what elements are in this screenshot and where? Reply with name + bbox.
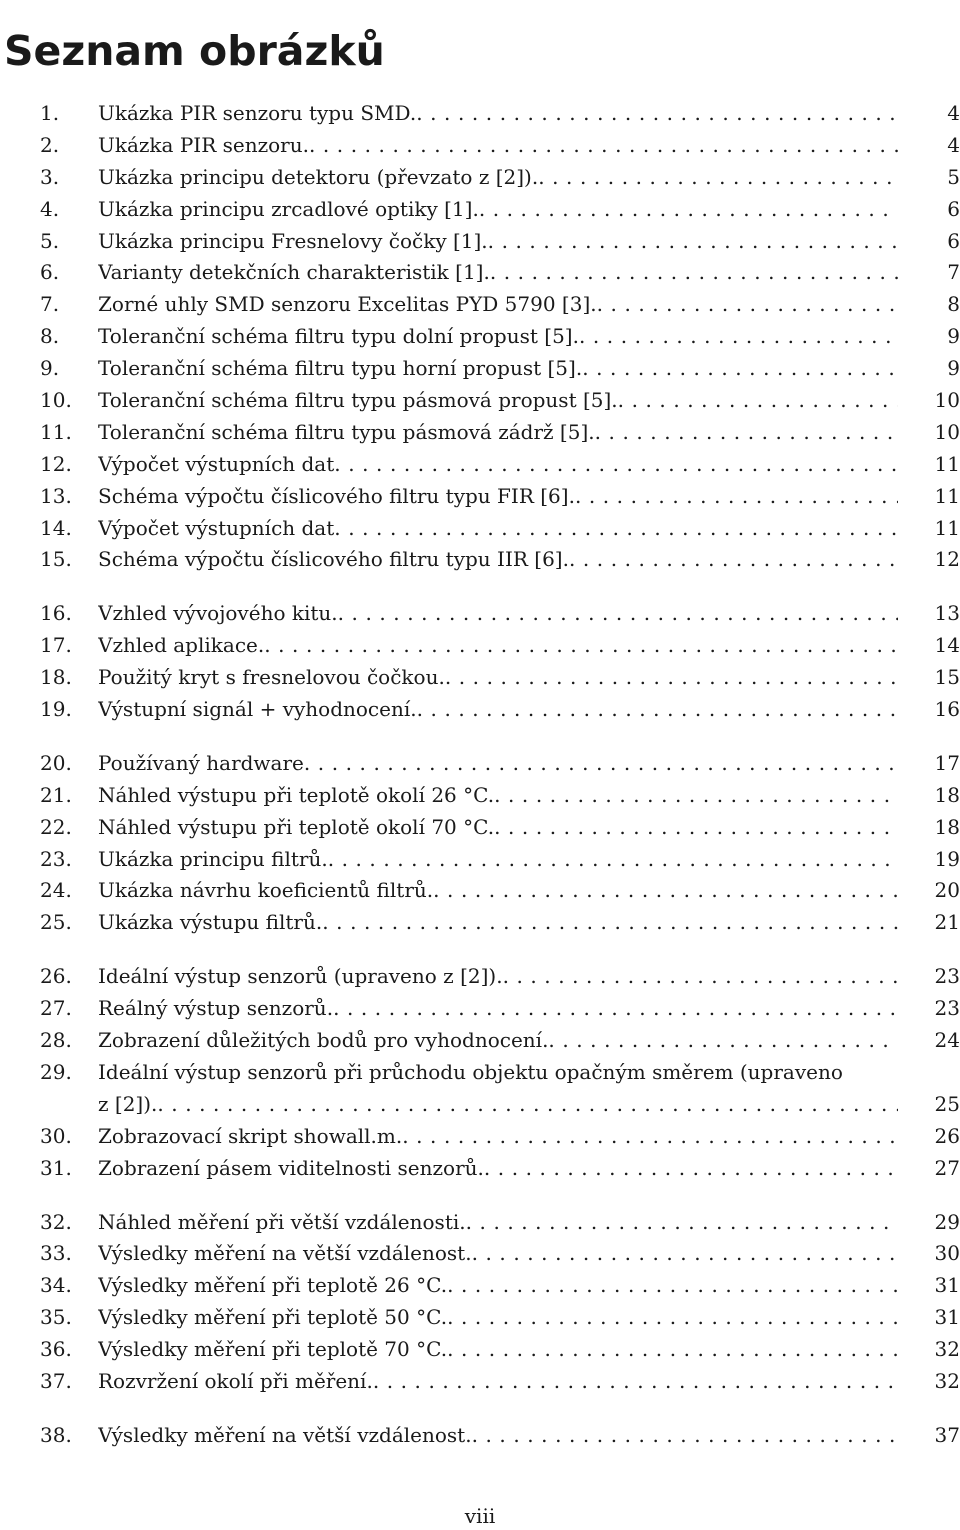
figure-caption: Rozvržení okolí při měření. (98, 1368, 373, 1393)
figure-caption: Ideální výstup senzorů (upraveno z [2]). (98, 964, 503, 989)
figure-number: 13. (40, 483, 72, 508)
figure-number: 10. (40, 388, 72, 413)
figure-caption: Výpočet výstupních dat (98, 515, 335, 540)
figure-caption: Výsledky měření při teplotě 26 °C. (98, 1273, 448, 1298)
figure-caption: Ukázka výstupu filtrů. (98, 910, 323, 935)
figure-caption: Výsledky měření při teplotě 70 °C. (98, 1337, 448, 1362)
page-number: 9 (947, 356, 960, 381)
page-number: 11 (934, 483, 960, 508)
figure-caption: Schéma výpočtu číslicového filtru typu IIR [6]. (98, 547, 569, 572)
toc-entry[interactable] (0, 694, 960, 726)
figure-caption: Reálný výstup senzorů. (98, 996, 334, 1021)
toc-entry[interactable] (0, 544, 960, 576)
toc-entry[interactable] (0, 1238, 960, 1270)
figure-number: 28. (40, 1028, 72, 1053)
page-number: 6 (947, 196, 960, 221)
toc-entry[interactable] (0, 961, 960, 993)
page-number: 7 (947, 260, 960, 285)
toc-entry[interactable] (0, 875, 960, 907)
toc-entry[interactable] (0, 130, 960, 162)
page-number: 16 (934, 697, 960, 722)
page-number: 15 (934, 665, 960, 690)
figure-caption: Zobrazovací skript showall.m. (98, 1123, 403, 1148)
toc-entry[interactable] (0, 257, 960, 289)
toc-entry[interactable] (0, 226, 960, 258)
toc-entry[interactable] (0, 321, 960, 353)
toc-group (0, 748, 960, 939)
toc-entry[interactable] (0, 162, 960, 194)
figure-caption: Ideální výstup senzorů při průchodu objektu opačným směrem (upraveno (98, 1059, 843, 1084)
page-number: 18 (934, 814, 960, 839)
page-number: 6 (947, 228, 960, 253)
page-number: 31 (934, 1305, 960, 1330)
figure-caption: Výsledky měření při teplotě 50 °C. (98, 1305, 448, 1330)
toc-entry[interactable] (0, 630, 960, 662)
figure-number: 19. (40, 697, 72, 722)
toc-entry[interactable] (0, 1366, 960, 1398)
figure-number: 12. (40, 451, 72, 476)
toc-entry[interactable] (0, 385, 960, 417)
figure-number: 37. (40, 1368, 72, 1393)
figure-number: 11. (40, 419, 72, 444)
figure-number: 4. (40, 196, 60, 221)
figure-number: 33. (40, 1241, 72, 1266)
page-number: 21 (934, 910, 960, 935)
toc-group (0, 598, 960, 726)
page-number: 10 (934, 419, 960, 444)
figure-number: 32. (40, 1209, 72, 1234)
figure-caption: Náhled výstupu při teplotě okolí 70 °C. (98, 814, 495, 839)
figure-caption: Výsledky měření na větší vzdálenost. (98, 1422, 472, 1447)
figure-number: 24. (40, 878, 72, 903)
toc-group (0, 98, 960, 576)
toc-entry[interactable] (0, 98, 960, 130)
figure-number: 27. (40, 996, 72, 1021)
page-number: 5 (947, 164, 960, 189)
figure-number: 15. (40, 547, 72, 572)
page-number: 37 (934, 1422, 960, 1447)
figure-caption: Zorné uhly SMD senzoru Excelitas PYD 5790 [3]. (98, 292, 597, 317)
page-number: 25 (934, 1091, 960, 1116)
figure-number: 35. (40, 1305, 72, 1330)
figure-caption: Náhled měření při větší vzdálenosti. (98, 1209, 466, 1234)
figure-number: 38. (40, 1422, 72, 1447)
figure-number: 6. (40, 260, 60, 285)
figure-caption: Ukázka principu filtrů. (98, 846, 328, 871)
figure-number: 7. (40, 292, 60, 317)
page-number: 13 (934, 601, 960, 626)
page-number: 23 (934, 996, 960, 1021)
page-number: 27 (934, 1155, 960, 1180)
figure-caption: Ukázka principu zrcadlové optiky [1]. (98, 196, 479, 221)
page-number: 19 (934, 846, 960, 871)
figure-number: 14. (40, 515, 72, 540)
figure-number: 36. (40, 1337, 72, 1362)
toc-entry[interactable] (0, 748, 960, 780)
figure-number: 23. (40, 846, 72, 871)
page-number: 26 (934, 1123, 960, 1148)
toc-entry[interactable] (0, 1302, 960, 1334)
figure-caption: Toleranční schéma filtru typu dolní propust [5]. (98, 324, 579, 349)
figure-number: 34. (40, 1273, 72, 1298)
toc-group (0, 1420, 960, 1452)
page-number: 4 (947, 101, 960, 125)
toc-entry[interactable] (0, 907, 960, 939)
toc-entry[interactable] (0, 481, 960, 513)
figure-number: 1. (40, 101, 60, 125)
figure-number: 25. (40, 910, 72, 935)
toc-entry[interactable] (0, 1025, 960, 1057)
page-title: Seznam obrázků (4, 27, 385, 76)
toc-entry[interactable] (0, 1057, 960, 1121)
figure-number: 9. (40, 356, 60, 381)
figure-caption: Varianty detekčních charakteristik [1]. (98, 260, 490, 285)
figure-caption: Výstupní signál + vyhodnocení. (98, 697, 417, 722)
toc-entry[interactable] (0, 194, 960, 226)
figure-caption: Ukázka principu Fresnelovy čočky [1]. (98, 228, 488, 253)
figure-caption: Toleranční schéma filtru typu pásmová zádrž [5]. (98, 419, 595, 444)
page-number: 12 (934, 547, 960, 572)
figure-number: 30. (40, 1123, 72, 1148)
figure-caption: Používaný hardware (98, 750, 304, 775)
toc-entry[interactable] (0, 353, 960, 385)
figure-number: 2. (40, 132, 60, 157)
toc-entry[interactable] (0, 844, 960, 876)
page-number: 31 (934, 1273, 960, 1298)
toc-entry[interactable] (0, 598, 960, 630)
figure-caption: Výpočet výstupních dat (98, 451, 335, 476)
figure-number: 18. (40, 665, 72, 690)
figure-caption: Toleranční schéma filtru typu horní propust [5]. (98, 356, 583, 381)
page-number: 30 (934, 1241, 960, 1266)
figure-number: 5. (40, 228, 60, 253)
toc-entry[interactable] (0, 812, 960, 844)
figure-caption: Toleranční schéma filtru typu pásmová propust [5]. (98, 388, 618, 413)
figure-number: 20. (40, 750, 72, 775)
page-number: 32 (934, 1368, 960, 1393)
figure-caption: Výsledky měření na větší vzdálenost. (98, 1241, 472, 1266)
page-number: 18 (934, 782, 960, 807)
page-number: 8 (947, 292, 960, 317)
figure-caption: Zobrazení důležitých bodů pro vyhodnocení. (98, 1028, 549, 1053)
page-number: 4 (947, 132, 960, 157)
page-number: 14 (934, 633, 960, 658)
toc-entry[interactable] (0, 1121, 960, 1153)
page-number: 29 (934, 1209, 960, 1234)
figure-caption: Zobrazení pásem viditelnosti senzorů. (98, 1155, 484, 1180)
figure-number: 22. (40, 814, 72, 839)
page-number: 10 (934, 388, 960, 413)
figure-caption: Vzhled aplikace. (98, 633, 265, 658)
toc-entry[interactable] (0, 289, 960, 321)
figure-caption: Ukázka principu detektoru (převzato z [2]). (98, 164, 539, 189)
page-number: 24 (934, 1028, 960, 1053)
toc-entry[interactable] (0, 1334, 960, 1366)
figure-caption: Použitý kryt s fresnelovou čočkou. (98, 665, 445, 690)
figure-caption: Schéma výpočtu číslicového filtru typu FIR [6]. (98, 483, 575, 508)
figure-number: 3. (40, 164, 60, 189)
page-number: 11 (934, 515, 960, 540)
toc-entry[interactable] (0, 513, 960, 545)
figure-number: 31. (40, 1155, 72, 1180)
toc-entry[interactable] (0, 449, 960, 481)
figure-caption: Vzhled vývojového kitu. (98, 601, 338, 626)
toc-entry[interactable] (0, 662, 960, 694)
page-number: 11 (934, 451, 960, 476)
toc-entry[interactable] (0, 1207, 960, 1239)
toc-group (0, 1207, 960, 1398)
figure-caption: Ukázka PIR senzoru typu SMD. (98, 101, 417, 125)
figure-caption: Ukázka návrhu koeficientů filtrů. (98, 878, 434, 903)
figure-number: 16. (40, 601, 72, 626)
page-number: 9 (947, 324, 960, 349)
toc-entry[interactable] (0, 780, 960, 812)
figure-caption: Náhled výstupu při teplotě okolí 26 °C. (98, 782, 495, 807)
page-number: 17 (934, 750, 960, 775)
page-number: 20 (934, 878, 960, 903)
figure-caption-continuation: z [2]). (98, 1091, 158, 1116)
figure-number: 26. (40, 964, 72, 989)
figure-caption: Ukázka PIR senzoru. (98, 132, 309, 157)
toc-entry[interactable] (0, 1270, 960, 1302)
page-number-footer: viii (464, 1504, 496, 1528)
toc-group (0, 961, 960, 1184)
page-number: 32 (934, 1337, 960, 1362)
toc-entry[interactable] (0, 1153, 960, 1185)
toc-entry[interactable] (0, 1420, 960, 1452)
figure-number: 8. (40, 324, 60, 349)
list-of-figures (0, 98, 960, 1474)
figure-number: 17. (40, 633, 72, 658)
toc-entry[interactable] (0, 993, 960, 1025)
figure-number: 29. (40, 1059, 72, 1084)
page-number: 23 (934, 964, 960, 989)
toc-entry[interactable] (0, 417, 960, 449)
figure-number: 21. (40, 782, 72, 807)
